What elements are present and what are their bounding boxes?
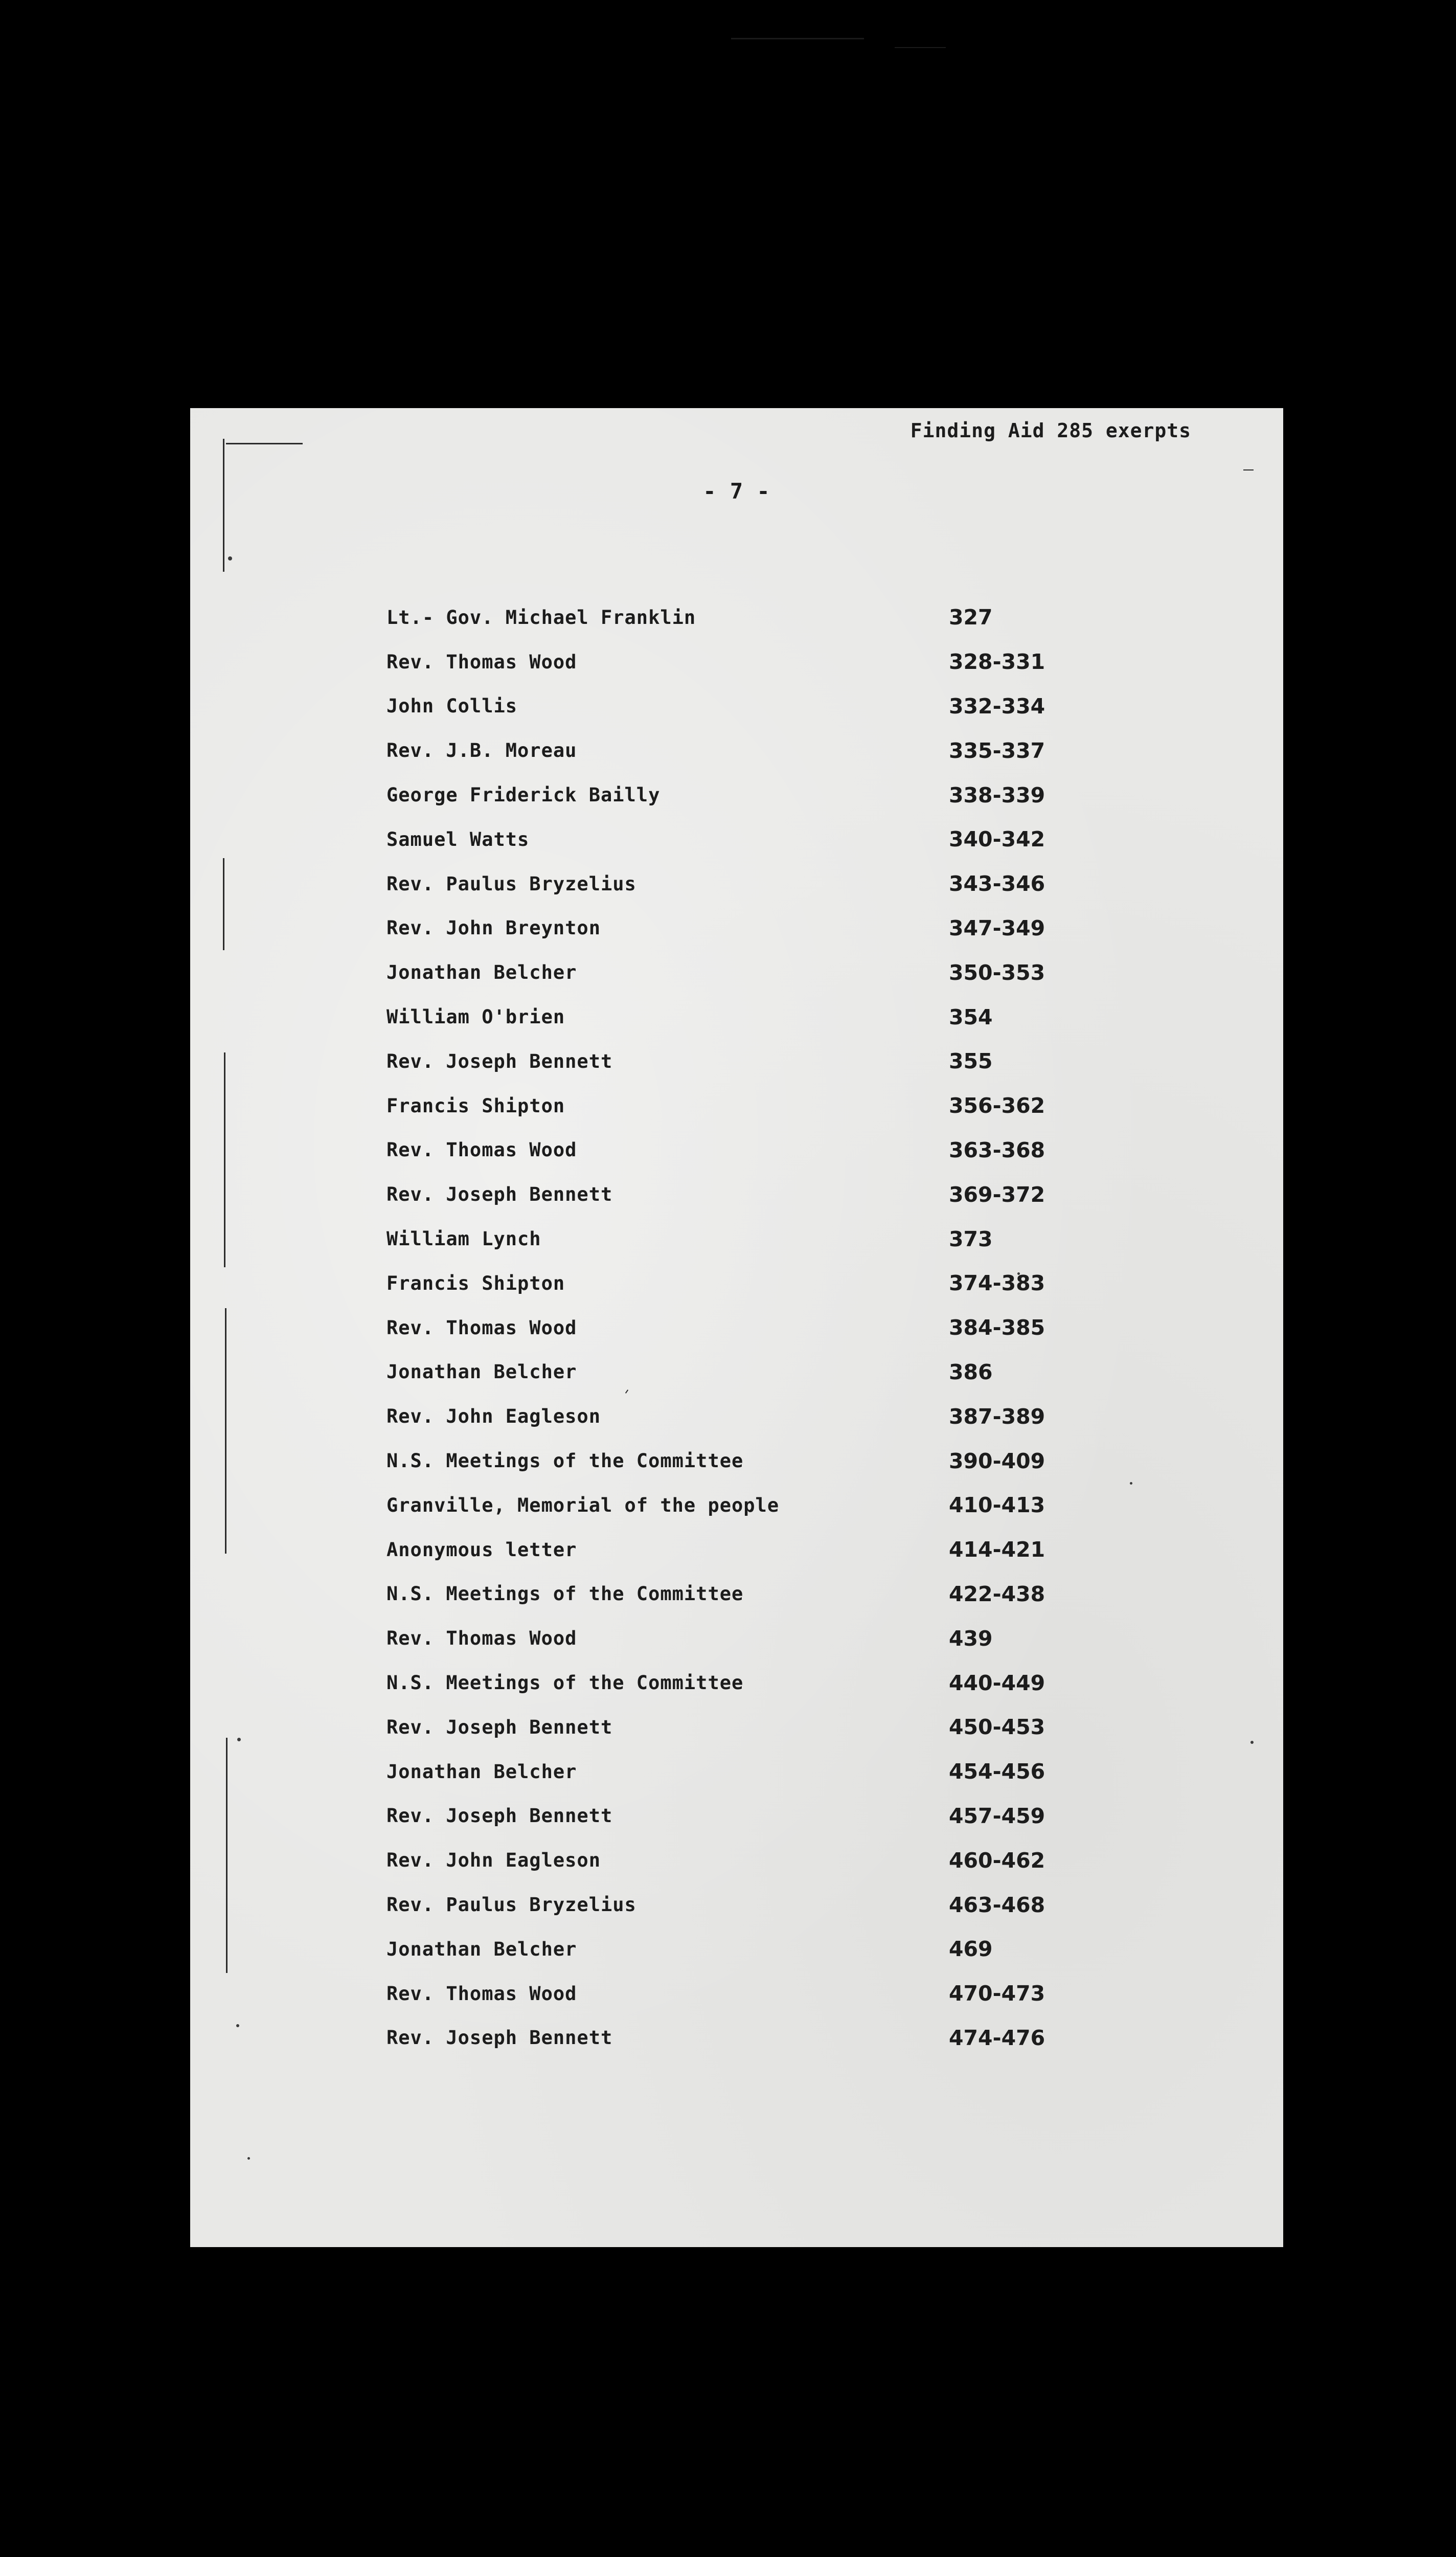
- scan-artifact-line: [225, 1308, 226, 1554]
- list-item: [386, 1039, 1102, 1084]
- list-item: [386, 950, 1102, 995]
- list-item: [386, 595, 1102, 640]
- entry-name: Rev. Thomas Wood: [386, 1139, 577, 1161]
- entry-pages: 335-337: [949, 738, 1045, 763]
- list-item: [386, 1394, 1102, 1439]
- entry-name: Rev. Joseph Bennett: [386, 1805, 613, 1827]
- entry-name: Granville, Memorial of the people: [386, 1494, 780, 1516]
- entry-pages: 384-385: [949, 1315, 1045, 1340]
- entry-pages: 463-468: [949, 1892, 1045, 1917]
- entry-pages: 390-409: [949, 1448, 1045, 1473]
- scan-artifact-line: [223, 439, 224, 572]
- entry-pages: 469: [949, 1937, 993, 1962]
- scan-speck: [237, 1738, 241, 1741]
- list-item: [386, 1350, 1102, 1395]
- entry-name: Anonymous letter: [386, 1538, 577, 1561]
- list-item: [386, 995, 1102, 1039]
- entry-name: Rev. Thomas Wood: [386, 1627, 577, 1650]
- scan-speck: [1250, 1741, 1254, 1744]
- entry-pages: 327: [949, 605, 993, 630]
- entry-name: N.S. Meetings of the Committee: [386, 1583, 744, 1605]
- list-item: [386, 1882, 1102, 1927]
- entry-name: Rev. John Eagleson: [386, 1405, 601, 1428]
- list-item: [386, 1128, 1102, 1173]
- scan-speck: [236, 2024, 239, 2027]
- scan-artifact-line: [224, 1052, 225, 1267]
- entry-pages: 454-456: [949, 1759, 1045, 1784]
- scan-speck: [247, 2157, 250, 2160]
- entry-pages: 439: [949, 1626, 993, 1651]
- entry-pages: 363-368: [949, 1137, 1045, 1162]
- entry-pages: 369-372: [949, 1182, 1045, 1207]
- document-page: [190, 408, 1283, 2247]
- entry-name: N.S. Meetings of the Committee: [386, 1450, 744, 1472]
- list-item: [386, 1794, 1102, 1838]
- list-item: [386, 640, 1102, 684]
- entry-pages: 328-331: [949, 649, 1045, 675]
- list-item: [386, 1705, 1102, 1749]
- entry-name: John Collis: [386, 695, 518, 717]
- list-item: [386, 1483, 1102, 1528]
- list-item: [386, 1528, 1102, 1572]
- entry-name: George Friderick Bailly: [386, 784, 661, 806]
- entry-name: Rev. Joseph Bennett: [386, 1716, 613, 1738]
- entry-name: Rev. Thomas Wood: [386, 1316, 577, 1339]
- entry-name: Samuel Watts: [386, 828, 530, 850]
- entry-pages: 338-339: [949, 782, 1045, 808]
- entry-pages: 347-349: [949, 915, 1045, 940]
- entry-pages: 414-421: [949, 1537, 1045, 1562]
- entry-pages: 340-342: [949, 827, 1045, 852]
- entry-name: Lt.- Gov. Michael Franklin: [386, 606, 696, 629]
- list-item: [386, 1572, 1102, 1617]
- scan-artifact-line: [1243, 469, 1254, 470]
- list-item: [386, 1306, 1102, 1350]
- scan-artifact-line: [226, 1738, 228, 1973]
- entry-pages: 373: [949, 1226, 993, 1251]
- list-item: [386, 906, 1102, 951]
- entry-pages: 457-459: [949, 1803, 1045, 1828]
- entry-name: Francis Shipton: [386, 1094, 565, 1117]
- list-item: [386, 1439, 1102, 1483]
- entry-name: Rev. Joseph Bennett: [386, 2027, 613, 2049]
- list-item: [386, 1172, 1102, 1217]
- scan-artifact-line: [731, 38, 864, 39]
- entry-name: Rev. J.B. Moreau: [386, 739, 577, 762]
- list-item: [386, 684, 1102, 729]
- list-item: [386, 1838, 1102, 1882]
- list-item: [386, 1971, 1102, 2016]
- entry-pages: 374-383: [949, 1271, 1045, 1296]
- entry-name: Francis Shipton: [386, 1272, 565, 1294]
- entry-pages: 387-389: [949, 1404, 1045, 1429]
- scan-artifact-line: [895, 47, 946, 48]
- list-item: [386, 1927, 1102, 1971]
- entry-name: William Lynch: [386, 1228, 541, 1250]
- list-item: [386, 1616, 1102, 1661]
- scan-artifact-line: [226, 443, 303, 444]
- entry-name: N.S. Meetings of the Committee: [386, 1672, 744, 1694]
- entry-name: Jonathan Belcher: [386, 1938, 577, 1960]
- list-item: [386, 1084, 1102, 1128]
- entry-pages: 354: [949, 1004, 993, 1029]
- entry-name: Rev. Thomas Wood: [386, 1982, 577, 2005]
- entry-pages: 332-334: [949, 693, 1045, 719]
- entry-name: Rev. John Breynton: [386, 917, 601, 939]
- entry-name: Rev. Joseph Bennett: [386, 1050, 613, 1072]
- entry-name: William O'brien: [386, 1006, 565, 1028]
- entry-name: Jonathan Belcher: [386, 1760, 577, 1783]
- entry-pages: 470-473: [949, 1981, 1045, 2006]
- entry-pages: 410-413: [949, 1493, 1045, 1518]
- entry-pages: 355: [949, 1049, 993, 1074]
- list-item: [386, 773, 1102, 817]
- entry-pages: 350-353: [949, 960, 1045, 985]
- page-number: - 7 -: [703, 479, 770, 504]
- entry-list: [386, 595, 1102, 2060]
- entry-name: Rev. Joseph Bennett: [386, 1183, 613, 1206]
- entry-name: Jonathan Belcher: [386, 961, 577, 984]
- entry-pages: 343-346: [949, 871, 1045, 896]
- scan-speck: [1130, 1482, 1132, 1485]
- list-item: [386, 2016, 1102, 2060]
- entry-pages: 422-438: [949, 1581, 1045, 1606]
- entry-name: Jonathan Belcher: [386, 1361, 577, 1383]
- list-item: [386, 1261, 1102, 1306]
- entry-name: Rev. John Eagleson: [386, 1849, 601, 1872]
- entry-pages: 450-453: [949, 1715, 1045, 1740]
- header-note: Finding Aid 285 exerpts: [910, 419, 1191, 442]
- list-item: [386, 1661, 1102, 1705]
- list-item: [386, 728, 1102, 773]
- entry-name: Rev. Paulus Bryzelius: [386, 1894, 636, 1916]
- entry-pages: 474-476: [949, 2025, 1045, 2050]
- list-item: [386, 1749, 1102, 1794]
- entry-name: Rev. Thomas Wood: [386, 651, 577, 673]
- list-item: [386, 1217, 1102, 1261]
- entry-pages: 386: [949, 1359, 993, 1384]
- entry-pages: 440-449: [949, 1670, 1045, 1695]
- entry-pages: 356-362: [949, 1093, 1045, 1118]
- scan-speck: [228, 556, 232, 560]
- entry-pages: 460-462: [949, 1848, 1045, 1873]
- list-item: [386, 817, 1102, 862]
- list-item: [386, 862, 1102, 906]
- entry-name: Rev. Paulus Bryzelius: [386, 872, 636, 895]
- scan-artifact-line: [223, 858, 224, 950]
